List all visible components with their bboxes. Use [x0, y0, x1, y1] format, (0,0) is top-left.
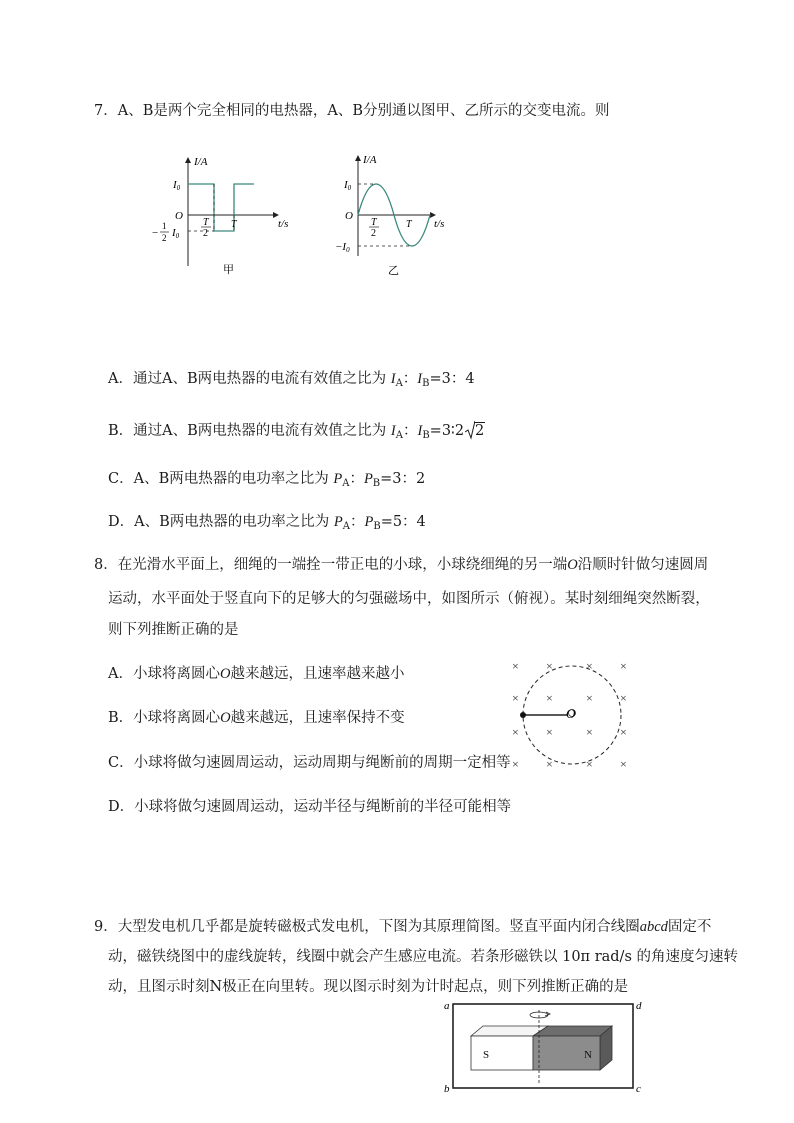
separator: ：: [402, 371, 418, 387]
cross-mark: ×: [546, 691, 553, 705]
t-label: T: [406, 219, 412, 230]
cross-mark: ×: [586, 691, 593, 705]
q7-option-c[interactable]: [108, 469, 425, 494]
cross-mark: ×: [586, 725, 593, 739]
y-axis-label: I/A: [194, 156, 208, 168]
option-text: A．通过A、B两电热器的电流有效值之比为: [108, 371, 391, 387]
corner-d: d: [636, 1000, 642, 1012]
point-o: O: [567, 557, 578, 573]
caption-jia: 甲: [223, 264, 234, 276]
q9-stem-line3: 动，且图示时刻N极正在向里转。现以图示时刻为计时起点，则下列推断正确的是: [108, 979, 629, 995]
point-o: O: [220, 710, 231, 726]
magnet-s-front: [471, 1036, 533, 1070]
subscript: A: [342, 521, 350, 532]
t-half-num: T: [203, 217, 209, 228]
origin-label: O: [345, 210, 353, 222]
q7-stem: 7．A、B是两个完全相同的电热器，A、B分别通以图甲、乙所示的交变电流。则: [94, 103, 610, 119]
text: 越来越远，且速率越来越小: [230, 666, 405, 682]
cross-mark: ×: [546, 757, 553, 771]
q7-option-d[interactable]: [108, 512, 426, 537]
text: 沿顺时针做匀速圆周: [577, 557, 709, 573]
q7-option-b[interactable]: [108, 421, 485, 446]
caption-yi: 乙: [388, 265, 399, 277]
q8-option-a[interactable]: [108, 664, 404, 684]
symbol: I: [417, 423, 423, 439]
x-axis-label: t/s: [278, 218, 289, 230]
subscript: B: [373, 521, 381, 532]
corner-c: c: [636, 1083, 641, 1095]
q8-figure-magnetic-field: [500, 652, 640, 777]
i0-label: I0: [173, 179, 181, 192]
q9-figure-generator: [438, 996, 650, 1096]
text: 固定不: [667, 919, 712, 935]
symbol: P: [333, 514, 343, 530]
cross-mark: ×: [512, 659, 519, 673]
sqrt-icon: [465, 421, 485, 441]
q9-stem-line2: 动，磁铁绕图中的虚线旋转，线圈中就会产生感应电流。若条形磁铁以 10π rad/s 的角速度匀速转: [108, 949, 738, 965]
cross-mark: ×: [546, 725, 553, 739]
y-axis-label: I/A: [363, 154, 377, 166]
half-den: 2: [162, 233, 167, 243]
subscript: B: [422, 430, 430, 441]
x-axis-label: t/s: [434, 218, 445, 230]
symbol: P: [364, 514, 374, 530]
neg-i0-label: −I0: [335, 241, 350, 254]
cross-mark: ×: [620, 691, 627, 705]
subscript: A: [395, 430, 403, 441]
option-text: D．A、B两电热器的电功率之比为: [108, 514, 334, 530]
q8-stem-line2: 运动，水平面处于竖直向下的足够大的匀强磁场中，如图所示（俯视）。某时刻细绳突然断裂，: [108, 591, 710, 607]
text: A．小球将离圆心: [108, 666, 220, 682]
cross-mark: ×: [512, 757, 519, 771]
cross-mark: ×: [620, 757, 627, 771]
ratio: =3∶2: [429, 423, 465, 439]
text: 越来越远，且速率保持不变: [230, 710, 405, 726]
s-pole-label: S: [483, 1049, 490, 1061]
square-wave: [188, 184, 254, 231]
ball: [520, 712, 526, 718]
neg-half-i0-label: I0: [172, 227, 180, 240]
symbol: P: [333, 471, 343, 487]
cross-mark: ×: [620, 659, 627, 673]
q9-stem-line1: [94, 917, 711, 937]
cross-mark: ×: [512, 691, 519, 705]
neg-sign: −: [152, 227, 159, 239]
separator: ：: [402, 423, 418, 439]
q7-option-a[interactable]: [108, 369, 475, 394]
separator: ：: [349, 514, 365, 530]
coil-label: abcd: [639, 919, 668, 935]
q8-option-b[interactable]: [108, 708, 405, 728]
q8-stem-line3: 则下列推断正确的是: [108, 622, 239, 638]
separator: ：: [349, 471, 364, 487]
subscript: B: [372, 478, 381, 489]
subscript: B: [422, 378, 430, 389]
subscript: A: [342, 478, 350, 489]
ratio: =5：4: [380, 514, 426, 530]
symbol: P: [363, 471, 373, 487]
text: B．小球将离圆心: [108, 710, 221, 726]
q8-option-c[interactable]: C．小球将做匀速圆周运动，运动周期与绳断前的周期一定相等: [108, 755, 511, 771]
half-num: 1: [162, 221, 167, 231]
cross-mark: ×: [546, 659, 553, 673]
corner-a: a: [444, 1000, 450, 1012]
ratio: =3：4: [429, 371, 475, 387]
symbol: I: [417, 371, 423, 387]
symbol: I: [390, 371, 396, 387]
corner-b: b: [444, 1083, 450, 1095]
point-o: O: [219, 666, 231, 682]
symbol: I: [390, 423, 396, 439]
sqrt-radicand: 2: [475, 423, 485, 439]
t-half-den: 2: [371, 228, 376, 239]
option-text: B．通过A、B两电热器的电流有效值之比为: [108, 423, 391, 439]
t-half-den: 2: [203, 228, 208, 239]
cross-mark: ×: [512, 725, 519, 739]
n-pole-label: N: [584, 1049, 592, 1061]
center-label: O: [566, 706, 576, 721]
q8-option-d[interactable]: D．小球将做匀速圆周运动，运动半径与绳断前的半径可能相等: [108, 799, 512, 815]
cross-mark: ×: [586, 659, 593, 673]
text: 8．在光滑水平面上，细绳的一端拴一带正电的小球，小球绕细绳的另一端: [94, 557, 568, 573]
cross-mark: ×: [620, 725, 627, 739]
t-label: T: [231, 219, 237, 230]
subscript: A: [395, 378, 403, 389]
q8-stem-line1: [94, 555, 708, 575]
i0-label: I0: [344, 179, 352, 192]
option-text: C．A、B两电热器的电功率之比为: [108, 471, 334, 487]
cross-mark: ×: [586, 757, 593, 771]
origin-label: O: [175, 210, 183, 222]
ratio: =3：2: [380, 471, 426, 487]
q7-figure-yi: [330, 148, 460, 278]
text: 9．大型发电机几乎都是旋转磁极式发电机，下图为其原理简图。竖直平面内闭合线圈: [94, 919, 640, 935]
q7-figure-jia: [150, 148, 300, 278]
t-half-num: T: [371, 217, 377, 228]
